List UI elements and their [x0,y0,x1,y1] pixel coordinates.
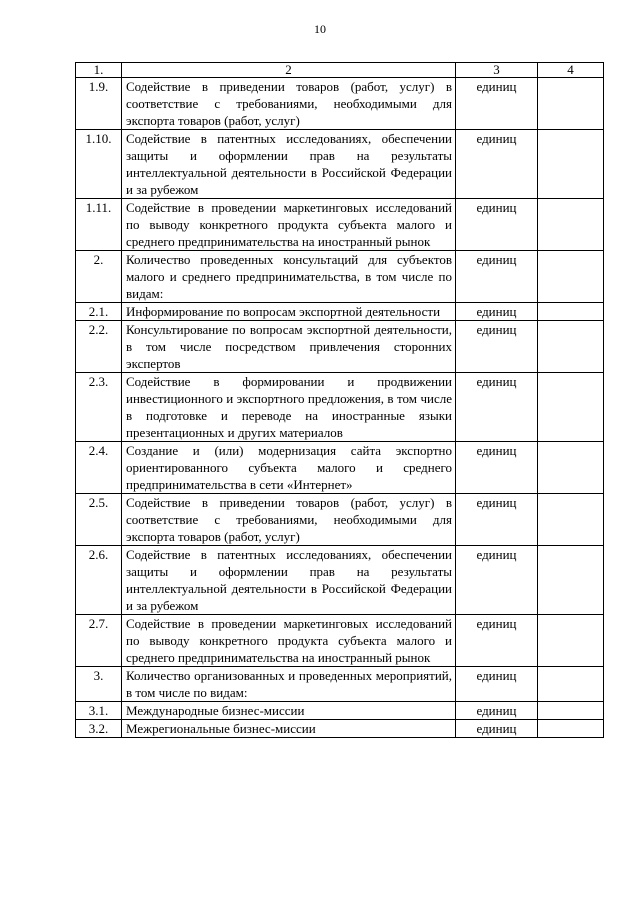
indicator-name-cell: Содействие в проведении маркетинговых исследований по выводу конкретного продукта субъекта малого и среднего предпринимательства на иностранный рынок [122,199,456,251]
indicator-name-cell: Международные бизнес-миссии [122,702,456,720]
unit-cell: единиц [456,494,538,546]
table-row [76,720,604,738]
table-row [76,546,604,615]
header-col-1: 1. [76,63,122,78]
value-cell [538,373,604,442]
value-cell [538,78,604,130]
value-cell [538,303,604,321]
indicator-name-cell: Содействие в формировании и продвижении инвестиционного и экспортного предложения, в том числе в подготовке и переводе на иностранные языки презентационных и других материалов [122,373,456,442]
row-number-cell: 2.3. [76,373,122,442]
table-header-row [76,63,604,78]
indicator-name-cell: Содействие в патентных исследованиях, обеспечении защиты и оформлении прав на результаты интеллектуальной деятельности в Российской Федерации и за рубежом [122,130,456,199]
table-row [76,130,604,199]
table-row [76,702,604,720]
value-cell [538,720,604,738]
table-row [76,303,604,321]
unit-cell: единиц [456,130,538,199]
indicator-name-cell: Межрегиональные бизнес-миссии [122,720,456,738]
indicator-name-cell: Информирование по вопросам экспортной деятельности [122,303,456,321]
unit-cell: единиц [456,702,538,720]
header-col-3: 3 [456,63,538,78]
row-number-cell: 1.11. [76,199,122,251]
row-number-cell: 2.5. [76,494,122,546]
row-number-cell: 2.4. [76,442,122,494]
row-number-cell: 3. [76,667,122,702]
table-row [76,321,604,373]
indicator-name-cell: Содействие в приведении товаров (работ, услуг) в соответствие с требованиями, необходимыми для экспорта товаров (работ, услуг) [122,494,456,546]
value-cell [538,251,604,303]
table-row [76,251,604,303]
value-cell [538,667,604,702]
value-cell [538,321,604,373]
indicator-name-cell: Создание и (или) модернизация сайта экспортно ориентированного субъекта малого и среднего предпринимательства в сети «Интернет» [122,442,456,494]
row-number-cell: 2.7. [76,615,122,667]
unit-cell: единиц [456,199,538,251]
indicator-name-cell: Содействие в приведении товаров (работ, услуг) в соответствие с требованиями, необходимыми для экспорта товаров (работ, услуг) [122,78,456,130]
row-number-cell: 3.1. [76,702,122,720]
table-row [76,494,604,546]
indicator-name-cell: Консультирование по вопросам экспортной деятельности, в том числе посредством привлечения сторонних экспертов [122,321,456,373]
table-row [76,199,604,251]
unit-cell: единиц [456,615,538,667]
unit-cell: единиц [456,720,538,738]
value-cell [538,546,604,615]
unit-cell: единиц [456,546,538,615]
indicator-name-cell: Количество организованных и проведенных мероприятий, в том числе по видам: [122,667,456,702]
unit-cell: единиц [456,321,538,373]
indicator-name-cell: Содействие в патентных исследованиях, обеспечении защиты и оформлении прав на результаты интеллектуальной деятельности в Российской Федерации и за рубежом [122,546,456,615]
table-row [76,615,604,667]
row-number-cell: 2.1. [76,303,122,321]
header-col-4: 4 [538,63,604,78]
row-number-cell: 2. [76,251,122,303]
row-number-cell: 1.9. [76,78,122,130]
unit-cell: единиц [456,373,538,442]
header-col-2: 2 [122,63,456,78]
value-cell [538,130,604,199]
indicators-table [75,62,604,738]
indicator-name-cell: Количество проведенных консультаций для субъектов малого и среднего предпринимательства, в том числе по видам: [122,251,456,303]
unit-cell: единиц [456,78,538,130]
row-number-cell: 2.2. [76,321,122,373]
value-cell [538,702,604,720]
table-row [76,373,604,442]
table-row [76,78,604,130]
value-cell [538,199,604,251]
unit-cell: единиц [456,442,538,494]
row-number-cell: 2.6. [76,546,122,615]
value-cell [538,442,604,494]
table-row [76,667,604,702]
indicator-name-cell: Содействие в проведении маркетинговых исследований по выводу конкретного продукта субъекта малого и среднего предпринимательства на иностранный рынок [122,615,456,667]
unit-cell: единиц [456,303,538,321]
row-number-cell: 1.10. [76,130,122,199]
unit-cell: единиц [456,667,538,702]
table-row [76,442,604,494]
value-cell [538,494,604,546]
row-number-cell: 3.2. [76,720,122,738]
page-number: 10 [314,22,326,36]
unit-cell: единиц [456,251,538,303]
value-cell [538,615,604,667]
